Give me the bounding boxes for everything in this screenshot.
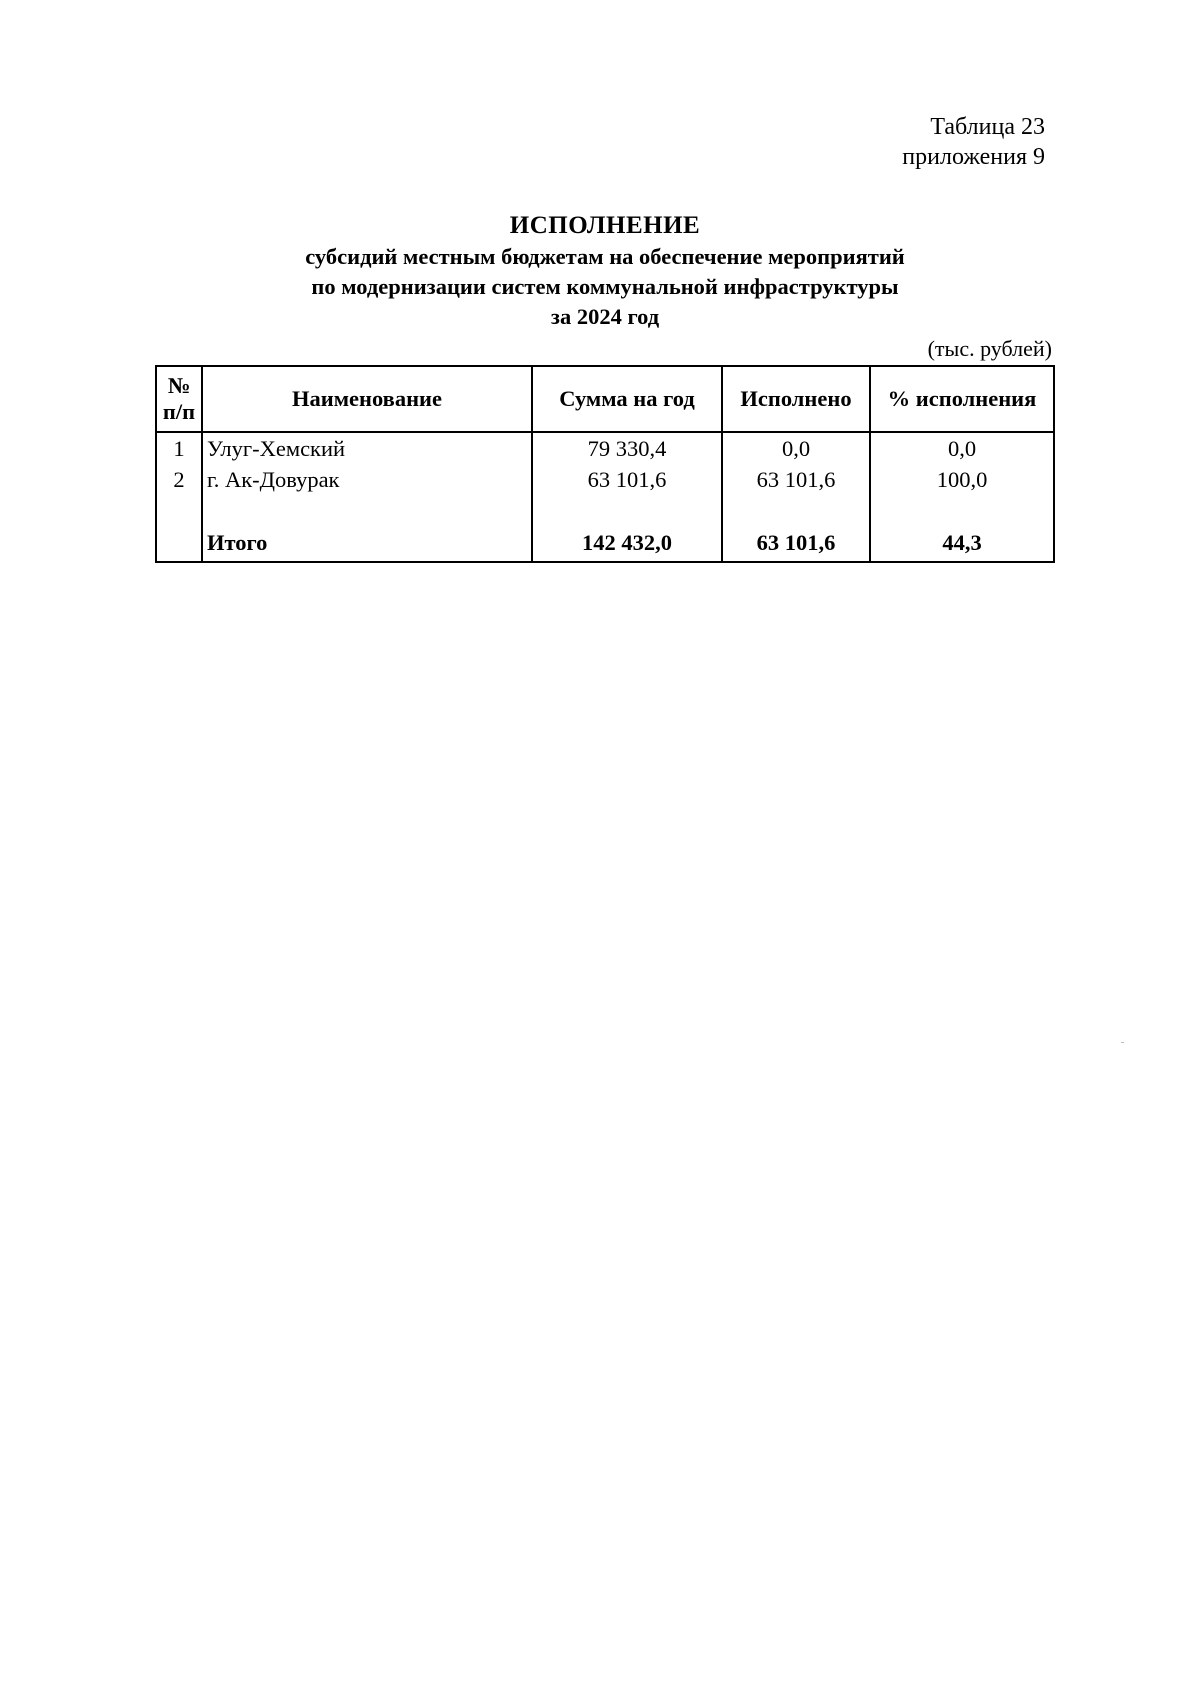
total-number [156,495,202,562]
row-done: 0,0 [722,432,870,464]
column-header-percent: % исполнения [870,366,1054,432]
row-name: Улуг-Хемский [202,432,532,464]
row-sum: 79 330,4 [532,432,722,464]
column-header-number-sign: № [167,373,191,398]
column-header-number [156,366,202,432]
row-number: 2 [156,464,202,495]
table-row [156,432,1054,464]
column-header-done: Исполнено [722,366,870,432]
table-reference [902,112,1045,172]
row-sum: 63 101,6 [532,464,722,495]
total-done: 63 101,6 [722,495,870,562]
row-percent: 0,0 [870,432,1054,464]
total-sum: 142 432,0 [532,495,722,562]
execution-table [155,365,1055,563]
document-heading [155,210,1055,332]
column-header-number-pp: п/п [162,399,196,424]
table-header-row [156,366,1054,432]
total-name: Итого [202,495,532,562]
row-name: г. Ак-Довурак [202,464,532,495]
row-percent: 100,0 [870,464,1054,495]
units-label: (тыс. рублей) [927,336,1052,361]
table-number: Таблица 23 [930,114,1045,140]
appendix-number: приложения 9 [902,144,1045,170]
heading-line-2: по модернизации систем коммунальной инфраструктуры [311,274,899,299]
heading-main: ИСПОЛНЕНИЕ [509,212,701,239]
row-done: 63 101,6 [722,464,870,495]
column-header-sum: Сумма на год [532,366,722,432]
row-number: 1 [156,432,202,464]
heading-line-1: субсидий местным бюджетам на обеспечение мероприятий [305,244,905,269]
table-total-row [156,495,1054,562]
table-row [156,464,1054,495]
scan-speck [1121,1042,1124,1043]
heading-line-3: за 2024 год [550,304,660,329]
total-percent: 44,3 [870,495,1054,562]
column-header-name: Наименование [202,366,532,432]
